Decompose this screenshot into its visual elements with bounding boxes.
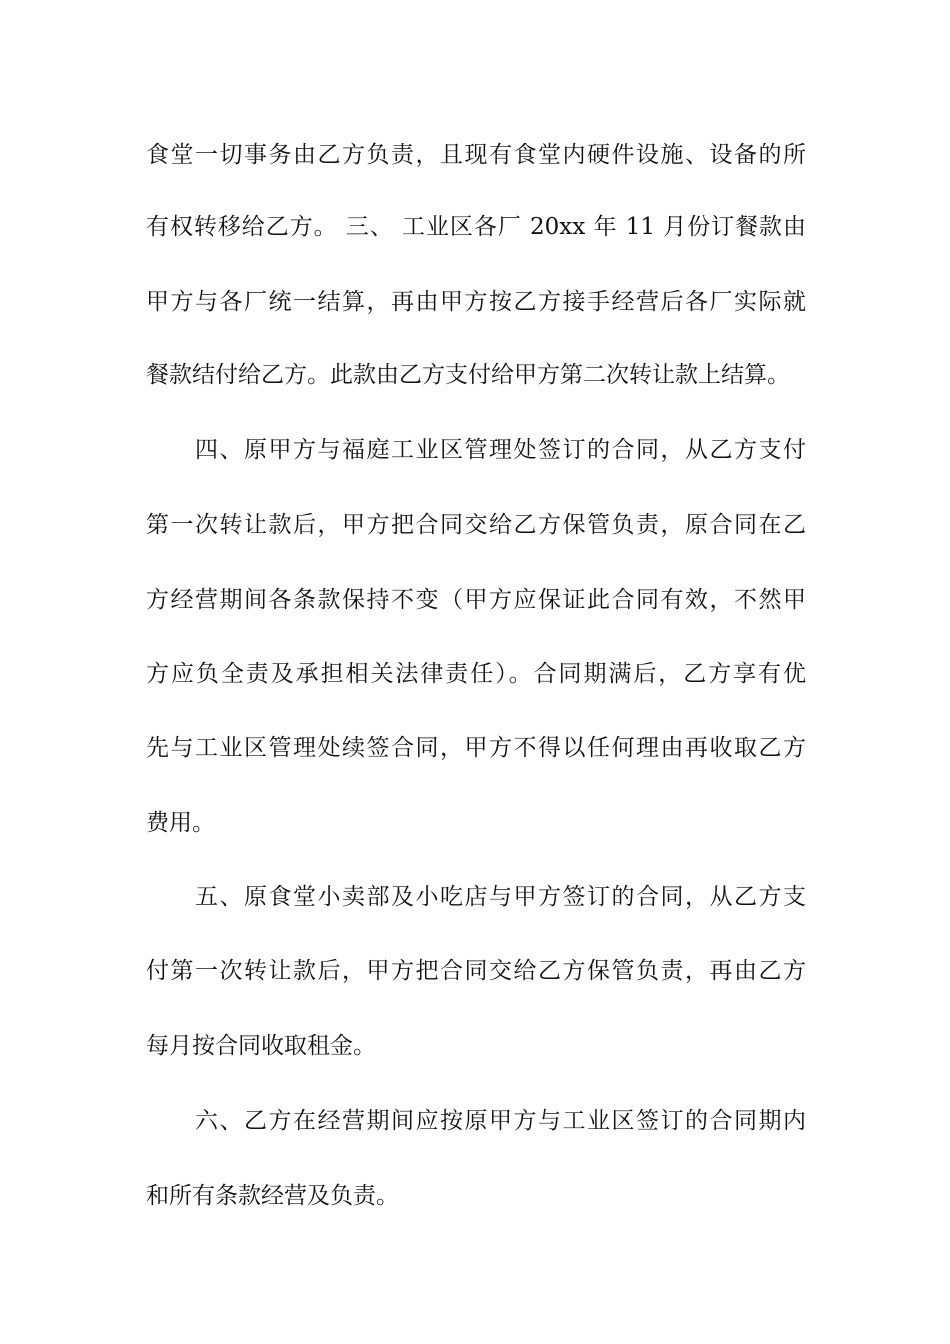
text-line: 第一次转让款后，甲方把合同交给乙方保管负责，原合同在乙 [146, 512, 806, 538]
text-line: 甲方与各厂统一结算，再由甲方按乙方接手经营后各厂实际就 [146, 289, 806, 315]
paragraph-start-line: 六、乙方在经营期间应按原甲方与工业区签订的合同期内 [195, 1108, 806, 1134]
paragraph-start-line: 四、原甲方与福庭工业区管理处签订的合同，从乙方支付 [195, 437, 806, 463]
text-line: 有权转移给乙方。 三、 工业区各厂 20xx 年 11 月份订餐款由 [146, 214, 806, 240]
text-line: 先与工业区管理处续签合同，甲方不得以任何理由再收取乙方 [146, 735, 806, 761]
text-line: 餐款结付给乙方。此款由乙方支付给甲方第二次转让款上结算。 [146, 362, 790, 388]
text-line: 食堂一切事务由乙方负责，且现有食堂内硬件设施、设备的所 [146, 142, 806, 168]
text-line: 付第一次转让款后，甲方把合同交给乙方保管负责，再由乙方 [146, 958, 806, 984]
paragraph-start-line: 五、原食堂小卖部及小吃店与甲方签订的合同，从乙方支 [195, 884, 806, 910]
text-line: 方应负全责及承担相关法律责任）。合同期满后，乙方享有优 [146, 661, 806, 687]
text-line: 费用。 [146, 810, 215, 836]
text-line: 每月按合同收取租金。 [146, 1033, 376, 1059]
text-line: 方经营期间各条款保持不变（甲方应保证此合同有效，不然甲 [146, 587, 806, 613]
text-line: 和所有条款经营及负责。 [146, 1183, 399, 1209]
